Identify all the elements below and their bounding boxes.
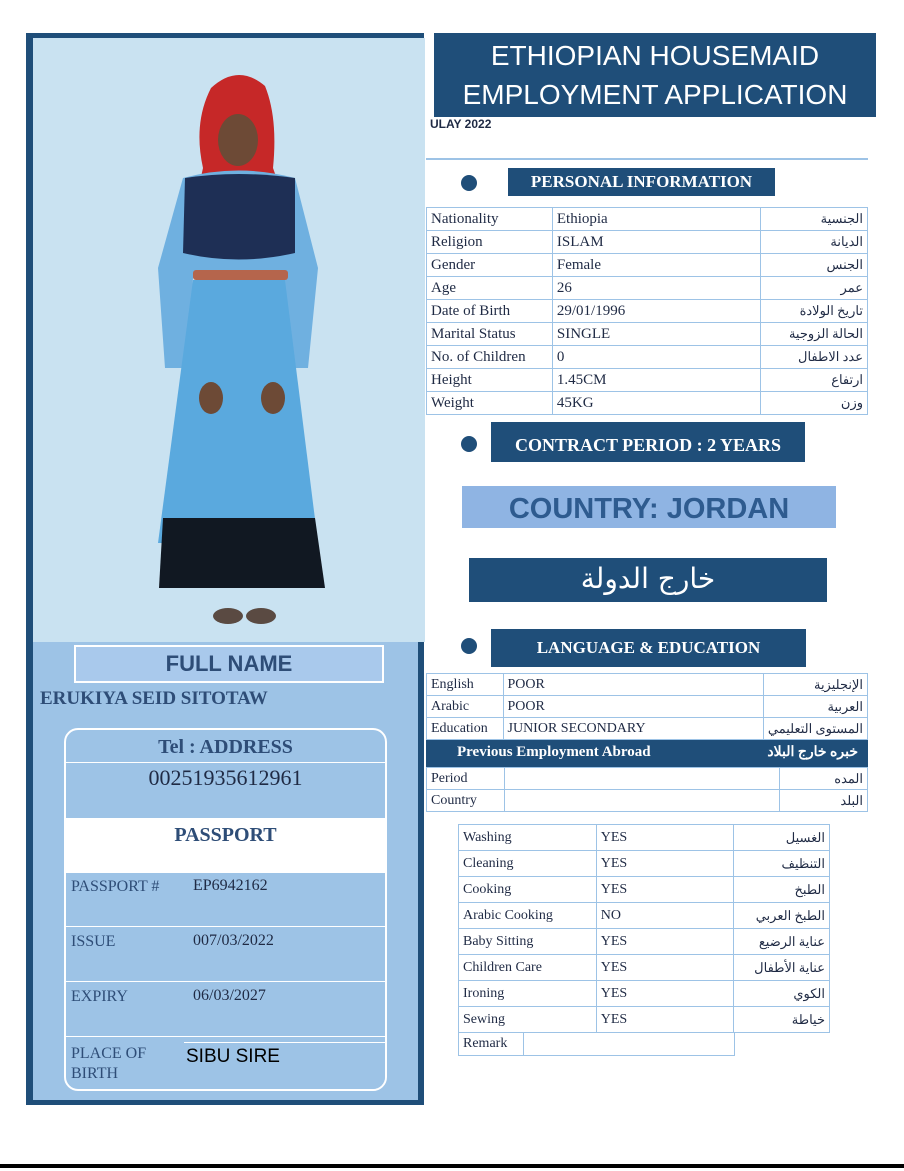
row-label: Weight	[427, 392, 553, 415]
row-label-arabic: البلد	[780, 790, 868, 812]
row-label: Age	[427, 277, 553, 300]
table-row	[427, 674, 868, 696]
contact-passport-card	[64, 728, 387, 1091]
row-label: No. of Children	[427, 346, 553, 369]
row-value: YES	[596, 1007, 733, 1033]
row-label-arabic: الطبخ العربي	[734, 903, 830, 929]
title-line-2: EMPLOYMENT APPLICATION	[462, 79, 848, 110]
row-label-arabic: التنظيف	[734, 851, 830, 877]
abroad-banner: خارج الدولة	[469, 558, 827, 602]
row-label: Date of Birth	[427, 300, 553, 323]
table-row	[459, 851, 830, 877]
row-label-arabic: ارتفاع	[761, 369, 868, 392]
row-label-arabic: عناية الرضيع	[734, 929, 830, 955]
previous-employment-label-arabic: خبره خارج البلاد	[767, 745, 858, 760]
table-row	[459, 877, 830, 903]
row-label: Baby Sitting	[459, 929, 597, 955]
table-row	[459, 825, 830, 851]
row-label: Country	[427, 790, 505, 812]
row-label: Marital Status	[427, 323, 553, 346]
bullet-icon	[461, 436, 477, 452]
row-value: 26	[552, 277, 760, 300]
table-row	[459, 955, 830, 981]
row-label: Ironing	[459, 981, 597, 1007]
bullet-icon	[461, 175, 477, 191]
row-value: 0	[552, 346, 760, 369]
row-label: Education	[427, 718, 504, 740]
row-value: YES	[596, 877, 733, 903]
row-label: Religion	[427, 231, 553, 254]
row-label-arabic: الديانة	[761, 231, 868, 254]
row-value: YES	[596, 825, 733, 851]
row-label-arabic: الطبخ	[734, 877, 830, 903]
table-row	[427, 208, 868, 231]
row-label-arabic: الحالة الزوجية	[761, 323, 868, 346]
passport-expiry-row	[66, 983, 385, 1037]
remark-label: Remark	[459, 1033, 524, 1056]
row-label: Arabic	[427, 696, 504, 718]
place-of-birth-value: SIBU SIRE	[184, 1042, 387, 1089]
page-bottom-rule	[0, 1164, 904, 1168]
passport-expiry-value: 06/03/2027	[193, 987, 266, 1004]
row-label-arabic: الجنسية	[761, 208, 868, 231]
passport-issue-label: ISSUE	[71, 933, 116, 950]
row-label: Height	[427, 369, 553, 392]
passport-header: PASSPORT	[66, 818, 385, 873]
contract-period-heading: CONTRACT PERIOD : 2 YEARS	[491, 422, 805, 462]
table-row	[427, 300, 868, 323]
row-label: Children Care	[459, 955, 597, 981]
row-label: English	[427, 674, 504, 696]
row-value: 45KG	[552, 392, 760, 415]
passport-expiry-label: EXPIRY	[71, 988, 128, 1005]
row-label: Washing	[459, 825, 597, 851]
row-value: POOR	[503, 674, 763, 696]
row-label-arabic: الإنجليزية	[763, 674, 867, 696]
row-label-arabic: المستوى التعليمي	[763, 718, 867, 740]
applicant-photo	[33, 38, 425, 642]
tel-address-label: Tel : ADDRESS	[158, 736, 293, 758]
row-value: JUNIOR SECONDARY	[503, 718, 763, 740]
row-label: Nationality	[427, 208, 553, 231]
full-name-label: FULL NAME	[74, 645, 384, 683]
previous-employment-heading	[426, 740, 868, 767]
row-label-arabic: وزن	[761, 392, 868, 415]
personal-info-heading: PERSONAL INFORMATION	[508, 168, 775, 196]
table-row	[427, 392, 868, 415]
table-row	[459, 1033, 735, 1056]
row-value: YES	[596, 955, 733, 981]
row-label-arabic: العربية	[763, 696, 867, 718]
row-label-arabic: عمر	[761, 277, 868, 300]
table-row	[427, 369, 868, 392]
row-label-arabic: المده	[780, 768, 868, 790]
title-line-1: ETHIOPIAN HOUSEMAID	[490, 40, 820, 71]
row-label-arabic: خياطة	[734, 1007, 830, 1033]
row-value: YES	[596, 981, 733, 1007]
row-label: Cleaning	[459, 851, 597, 877]
row-value	[504, 790, 779, 812]
table-row	[427, 718, 868, 740]
remark-value	[523, 1033, 734, 1056]
passport-number-value: EP6942162	[193, 877, 268, 894]
table-row	[427, 254, 868, 277]
applicant-photo-illustration	[33, 38, 425, 642]
row-label: Sewing	[459, 1007, 597, 1033]
row-label-arabic: تاريخ الولادة	[761, 300, 868, 323]
remark-table	[458, 1032, 735, 1056]
row-value: YES	[596, 929, 733, 955]
table-row	[427, 277, 868, 300]
row-value: ISLAM	[552, 231, 760, 254]
table-row	[427, 790, 868, 812]
table-row	[427, 696, 868, 718]
row-label-arabic: الجنس	[761, 254, 868, 277]
table-row	[459, 1007, 830, 1033]
row-value: 1.45CM	[552, 369, 760, 392]
table-row	[459, 929, 830, 955]
place-of-birth-row	[66, 1038, 385, 1091]
table-row	[459, 903, 830, 929]
row-label-arabic: الغسيل	[734, 825, 830, 851]
passport-issue-row	[66, 928, 385, 982]
table-row	[427, 231, 868, 254]
row-value: SINGLE	[552, 323, 760, 346]
full-name-value: ERUKIYA SEID SITOTAW	[40, 688, 268, 709]
page-title	[434, 33, 876, 117]
passport-issue-value: 007/03/2022	[193, 932, 274, 949]
row-label-arabic: عناية الأطفال	[734, 955, 830, 981]
table-row	[427, 323, 868, 346]
bullet-icon	[461, 638, 477, 654]
row-label-arabic: عدد الاطفال	[761, 346, 868, 369]
row-label-arabic: الكوي	[734, 981, 830, 1007]
language-education-table	[426, 673, 868, 740]
country-banner: COUNTRY: JORDAN	[462, 486, 836, 528]
row-value: Ethiopia	[552, 208, 760, 231]
row-label: Period	[427, 768, 505, 790]
row-value: Female	[552, 254, 760, 277]
row-value: YES	[596, 851, 733, 877]
row-value: POOR	[503, 696, 763, 718]
language-education-heading: LANGUAGE & EDUCATION	[491, 629, 806, 667]
tel-value: 00251935612961	[66, 762, 385, 820]
row-label: Arabic Cooking	[459, 903, 597, 929]
previous-employment-table	[426, 767, 868, 812]
row-label: Cooking	[459, 877, 597, 903]
title-divider	[426, 158, 868, 160]
skills-table	[458, 824, 830, 1033]
row-value	[504, 768, 779, 790]
previous-employment-label: Previous Employment Abroad	[457, 744, 651, 760]
passport-number-label: PASSPORT #	[71, 878, 160, 895]
personal-info-table	[426, 207, 868, 415]
application-date: ULAY 2022	[430, 117, 492, 131]
row-value: 29/01/1996	[552, 300, 760, 323]
row-value: NO	[596, 903, 733, 929]
place-of-birth-label: PLACE OF BIRTH	[71, 1045, 147, 1082]
table-row	[459, 981, 830, 1007]
passport-number-row	[66, 873, 385, 927]
row-label: Gender	[427, 254, 553, 277]
table-row	[427, 768, 868, 790]
table-row	[427, 346, 868, 369]
